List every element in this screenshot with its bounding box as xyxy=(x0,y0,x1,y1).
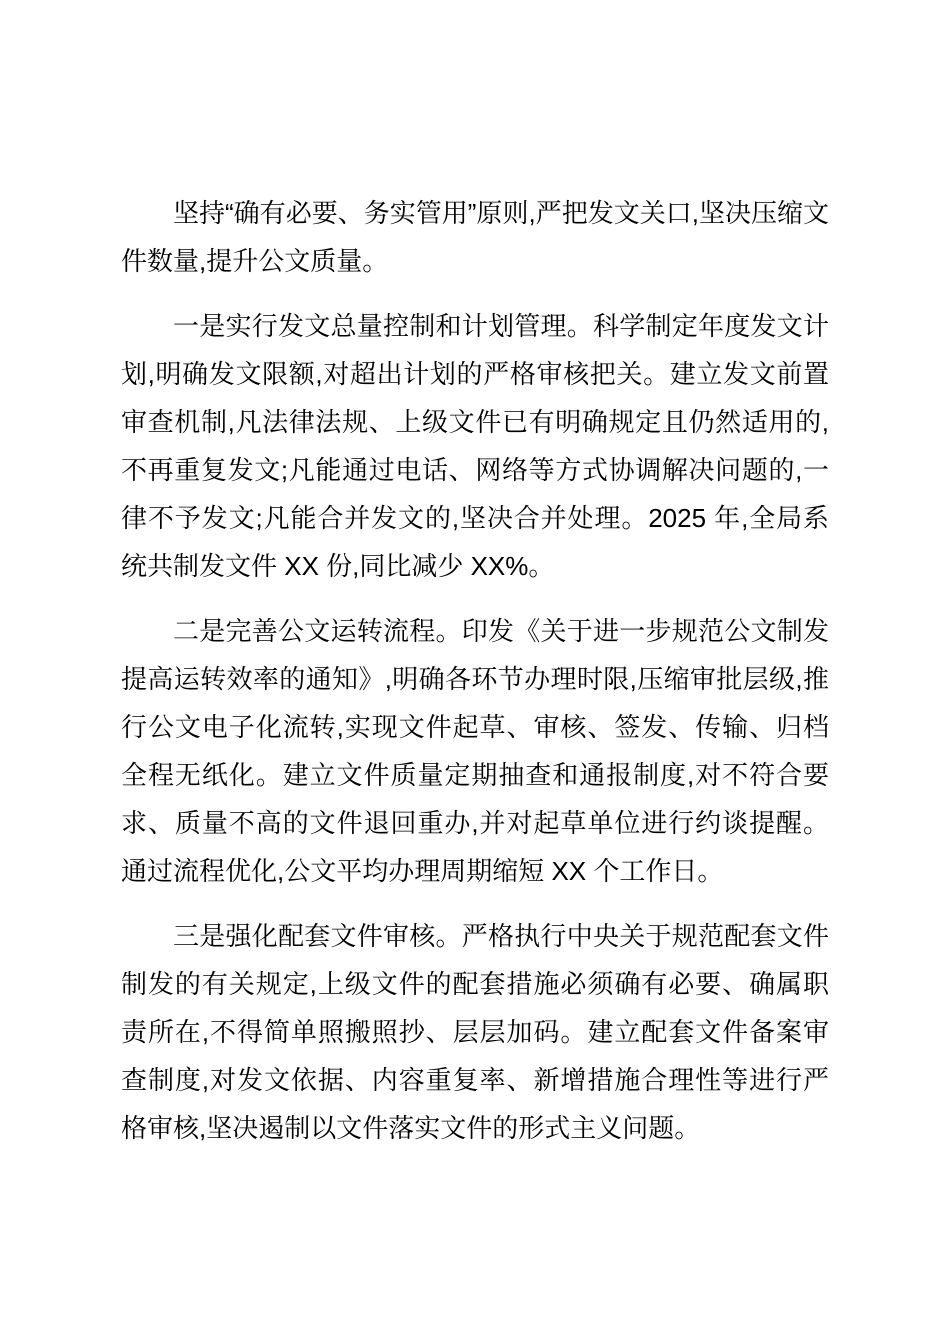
paragraph: 二是完善公文运转流程。印发《关于进一步规范公文制发提高运转效率的通知》,明确各环节办理时限,压缩审批层级,推行公文电子化流转,实现文件起草、审核、签发、传输、归档全程无纸化。建立文件质量定期抽查和通报制度,对不符合要求、质量不高的文件退回重办,并对起草单位进行约谈提醒。通过流程优化,公文平均办理周期缩短 XX 个工作日。 xyxy=(121,616,829,886)
paragraph: 坚持“确有必要、务实管用”原则,严把发文关口,坚决压缩文件数量,提升公文质量。 xyxy=(121,198,829,276)
paragraph: 三是强化配套文件审核。严格执行中央关于规范配套文件制发的有关规定,上级文件的配套措施必须确有必要、确属职责所在,不得简单照搬照抄、层层加码。建立配套文件备案审查制度,对发文依据、内容重复率、新增措施合理性等进行严格审核,坚决遏制以文件落实文件的形式主义问题。 xyxy=(121,921,829,1143)
paragraph: 一是实行发文总量控制和计划管理。科学制定年度发文计划,明确发文限额,对超出计划的严格审核把关。建立发文前置审查机制,凡法律法规、上级文件已有明确规定且仍然适用的,不再重复发文;凡能通过电话、网络等方式协调解决问题的,一律不予发文;凡能合并发文的,坚决合并处理。2025 年,全局系统共制发文件 XX 份,同比减少 XX%。 xyxy=(121,311,829,581)
